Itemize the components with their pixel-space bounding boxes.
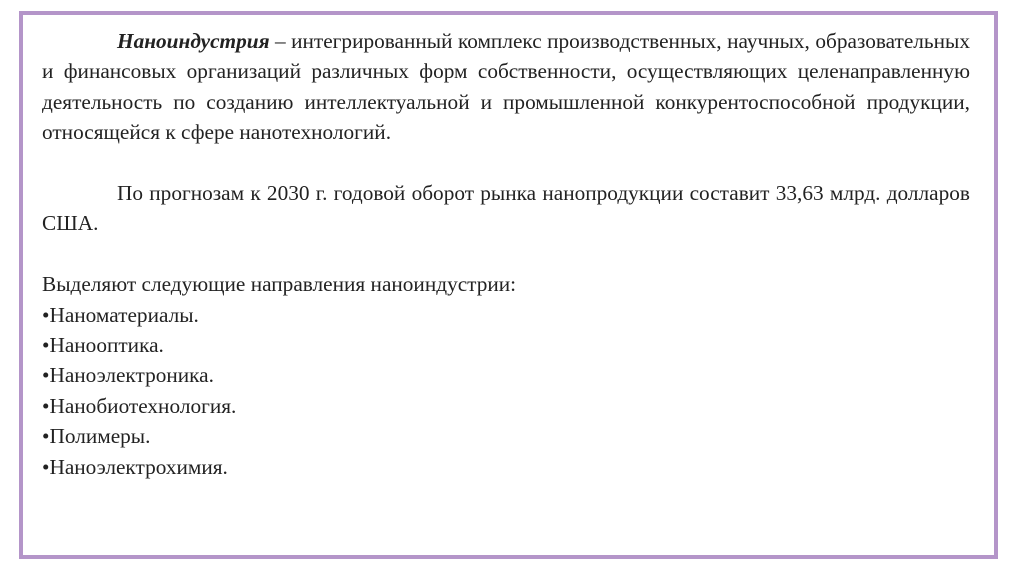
- list-item: •Наноэлектроника.: [42, 363, 214, 388]
- directions-list: [42, 300, 970, 482]
- definition-term: Наноиндустрия: [117, 29, 270, 53]
- list-item: •Наноэлектрохимия.: [42, 454, 228, 479]
- list-item: •Нанобиотехнология.: [42, 393, 237, 418]
- spacer: [42, 239, 970, 269]
- list-item: •Наноматериалы.: [42, 302, 199, 327]
- definition-paragraph: [42, 26, 970, 148]
- definition-text: – интегрированный комплекс производственных, научных, образовательных и финансовых организаций различных форм собственности, осуществляющих целенаправленную деятельность по созданию интеллектуальной и промышленной конкурентоспособной продукции, относящейся к сфере нанотехнологий.: [42, 29, 970, 145]
- directions-heading: Выделяют следующие направления наноиндустрии:: [42, 272, 517, 297]
- forecast-paragraph: По прогнозам к 2030 г. годовой оборот рынка нанопродукции составит 33,63 млрд. долларов США.: [42, 181, 970, 236]
- list-item: •Полимеры.: [42, 424, 151, 449]
- list-item: •Нанооптика.: [42, 333, 164, 358]
- spacer: [42, 148, 970, 178]
- slide-content: [42, 26, 970, 482]
